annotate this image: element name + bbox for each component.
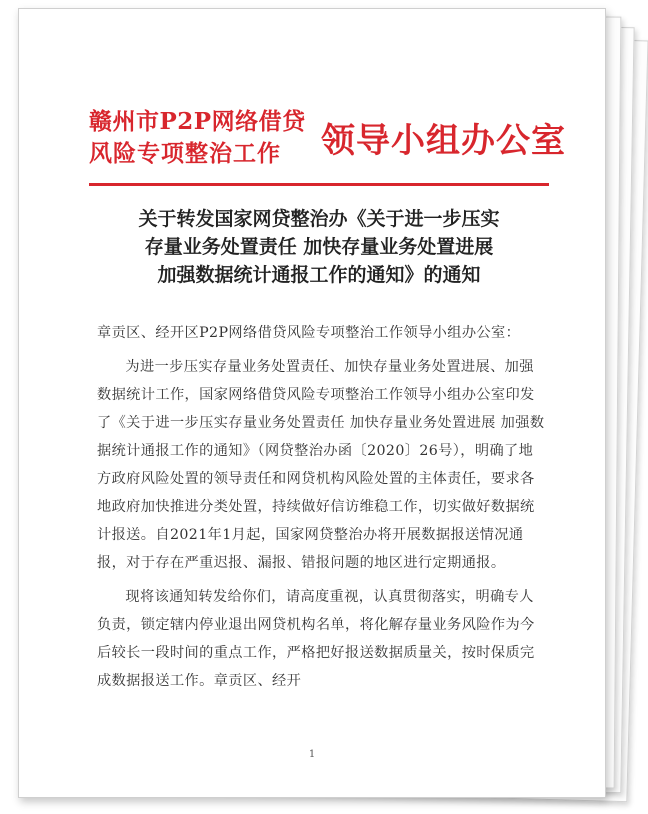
title-line-1: 关于转发国家网贷整治办《关于进一步压实 [138,208,500,230]
letterhead-divider [89,183,549,186]
title-line-2: 存量业务处置责任 加快存量业务处置进展 [144,236,494,258]
letterhead-line-1: 赣州市P2P网络借贷 [89,108,306,135]
page-number: 1 [308,749,316,760]
paragraph-2: 现将该通知转发给你们，请高度重视，认真贯彻落实，明确专人负责，锁定辖内停业退出网贷机构名单，将化解存量业务风险作为今后较长一段时间的重点工作，严格把好报送数据质量关，按时保质完成数据报送工作。章贡区、经开 [97,589,535,689]
title-line-3: 加强数据统计通报工作的通知》的通知 [157,264,481,286]
letterhead-office-name: 领导小组办公室 [321,121,566,161]
document-page [18,8,606,798]
paragraph-1: 为进一步压实存量业务处置责任、加快存量业务处置进展、加强数据统计工作，国家网络借贷风险专项整治工作领导小组办公室印发了《关于进一步压实存量业务处置责任 加快存量业务处置进展 加强数据统计通报工作的通知》（网贷整治办函〔2020〕26号），明确了地方政府风险处置的领导责任和网贷机构风险处置的主体责任，要求各地政府加快推进分类处置，持续做好信访维稳工作，切实做好数据统计报送。自2021年1月起，国家网贷整治办将开展数据报送情况通报，对于存在严重迟报、漏报、错报问题的地区进行定期通报。 [97,359,545,571]
letterhead-line-2: 风险专项整治工作 [89,140,281,167]
salutation: 章贡区、经开区P2P网络借贷风险专项整治工作领导小组办公室： [97,325,521,341]
document-title [99,205,539,289]
document-body [97,319,547,701]
red-letterhead [89,95,566,187]
